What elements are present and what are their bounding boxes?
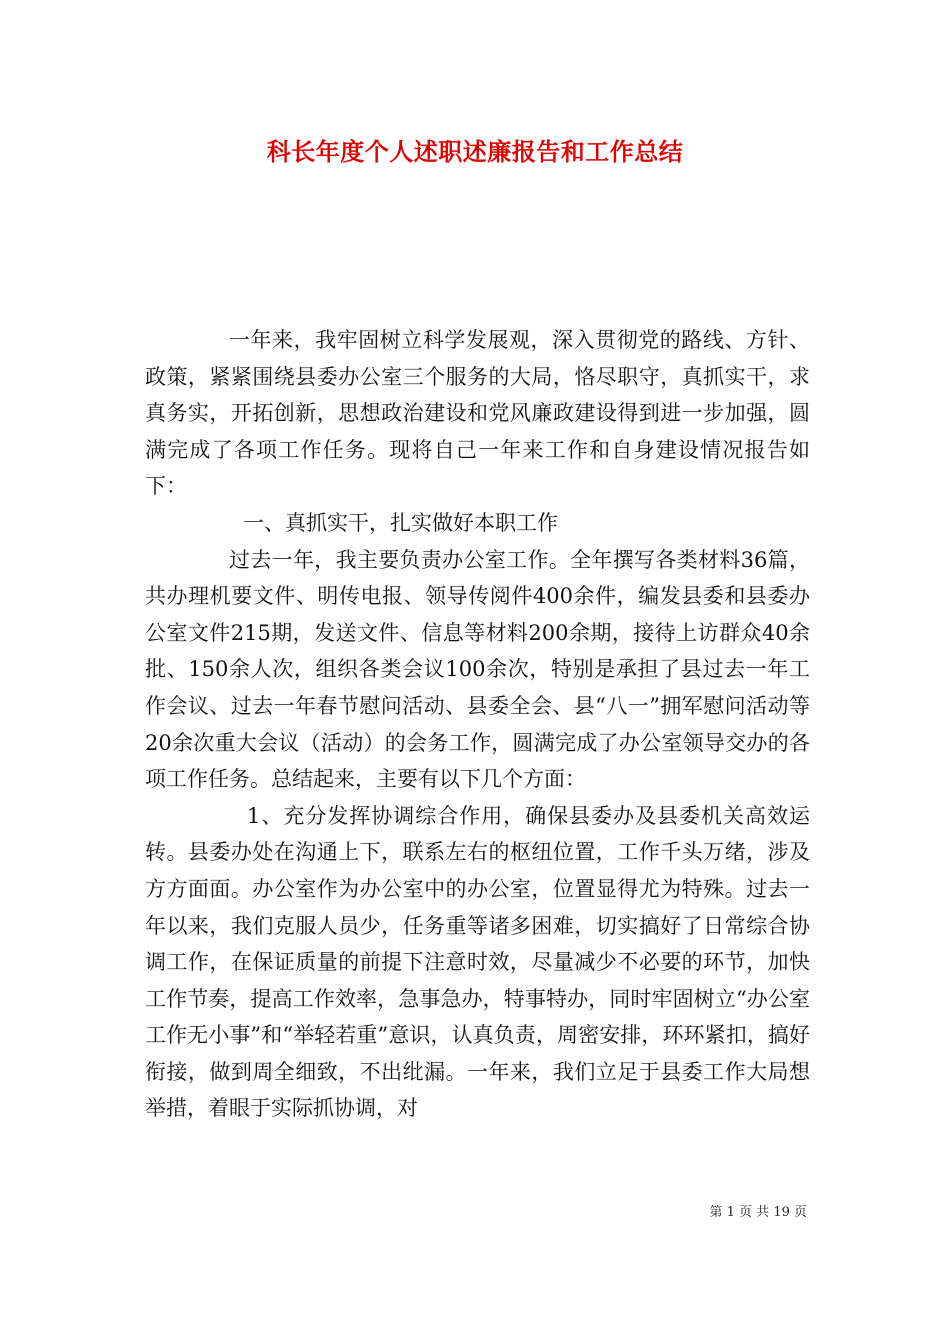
section-heading: 一、真抓实干，扎实做好本职工作 — [243, 510, 558, 535]
document-body — [145, 322, 810, 1127]
intro-paragraph: 一年来，我牢固树立科学发展观，深入贯彻党的路线、方针、政策，紧紧围绕县委办公室三个服务的大局，恪尽职守，真抓实干，求真务实，开拓创新，思想政治建设和党风廉政建设得到进一步加强，圆满完成了各项工作任务。现将自己一年来工作和自身建设情况报告如下： — [145, 328, 810, 499]
page-footer: 第 1 页 共 19 页 — [709, 1205, 807, 1220]
work-summary-paragraph: 过去一年，我主要负责办公室工作。全年撰写各类材料36篇，共办理机要文件、明传电报、领导传阅件400余件，编发县委和县委办公室文件215期，发送文件、信息等材料200余期，接待上访群众40余批、150余人次，组织各类会议100余次，特别是承担了县过去一年工作会议、过去一年春节慰问活动、县委全会、县“八一”拥军慰问活动等20余次重大会议（活动）的会务工作，圆满完成了办公室领导交办的各项工作任务。总结起来，主要有以下几个方面： — [145, 547, 810, 792]
page-title: 科长年度个人述职述廉报告和工作总结 — [266, 137, 684, 166]
point-one-paragraph: 1、充分发挥协调综合作用，确保县委办及县委机关高效运转。县委办处在沟通上下，联系左右的枢纽位置，工作千头万绪，涉及方方面面。办公室作为办公室中的办公室，位置显得尤为特殊。过去一年以来，我们克服人员少，任务重等诸多困难，切实搞好了日常综合协调工作，在保证质量的前提下注意时效，尽量减少不必要的环节，加快工作节奏，提高工作效率，急事急办，特事特办，同时牢固树立“办公室工作无小事”和“举轻若重”意识，认真负责，周密安排，环环紧扣，搞好衔接，做到周全细致，不出纰漏。一年来，我们立足于县委工作大局想举措，着眼于实际抓协调，对 — [145, 803, 810, 1121]
